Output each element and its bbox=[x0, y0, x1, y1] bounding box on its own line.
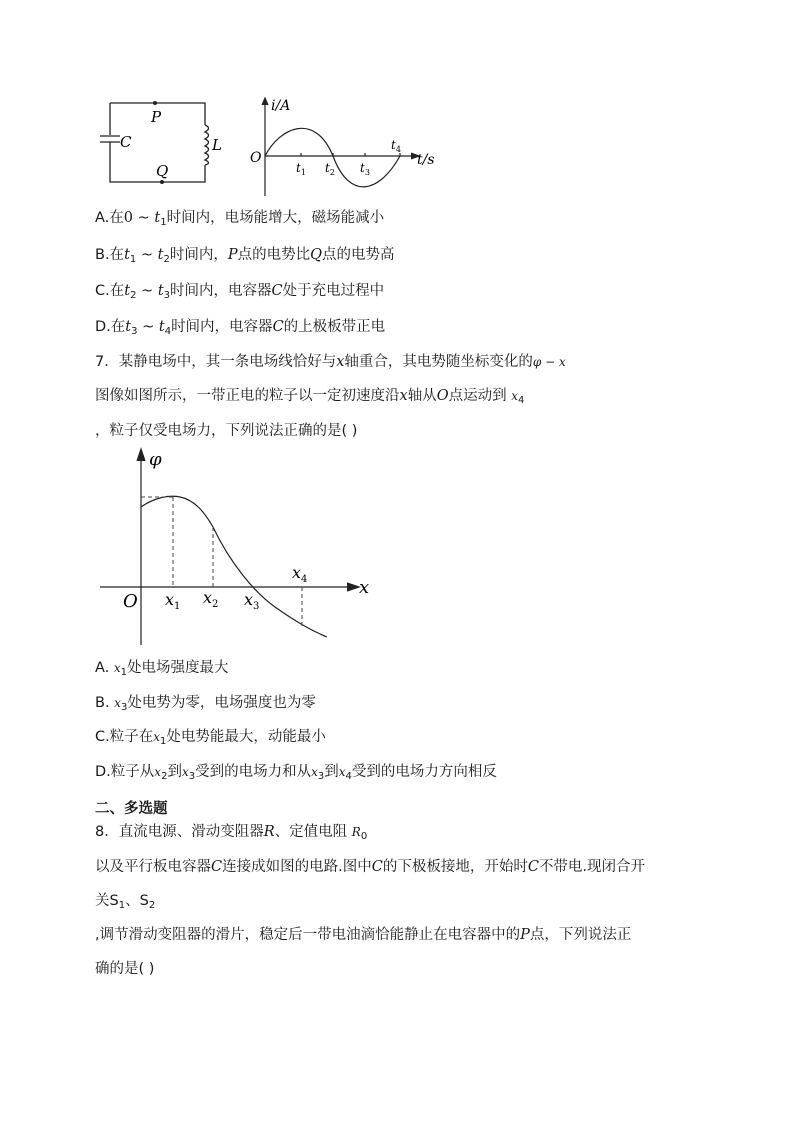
y-axis-label: i/A bbox=[271, 98, 291, 114]
tick-t3: t bbox=[360, 161, 365, 175]
svg-text:x2: $x_2$ bbox=[203, 588, 219, 610]
q6-option-b: B.在$t_1$ ~ $t_2$时间内，P点的电势比Q点的电势高 bbox=[95, 247, 395, 265]
potential-position-graph bbox=[95, 445, 385, 655]
point-p-label: P bbox=[151, 108, 162, 126]
svg-text:t4: $t_4$ bbox=[391, 138, 401, 154]
tick-t4: t bbox=[391, 138, 396, 152]
tick-t2: t bbox=[325, 161, 330, 175]
q7-option-d: D.粒子从$x_2$到$x_3$受到的电场力和从$x_3$到$x_4$受到的电场力方向相反 bbox=[95, 764, 497, 782]
q6-option-a: A.在0 ~ $t_1$时间内，电场能增大，磁场能减小 bbox=[95, 210, 385, 228]
origin-label: O bbox=[123, 591, 138, 612]
origin-label: O bbox=[250, 150, 262, 166]
x-axis-label: t/s bbox=[417, 152, 435, 168]
svg-text:x3: $x_3$ bbox=[244, 590, 260, 612]
lc-circuit-figure bbox=[90, 95, 220, 190]
q6-option-d: D.在$t_3$ ~ $t_4$时间内，电容器C的上极板带正电 bbox=[95, 319, 386, 337]
tick-x4: x bbox=[292, 563, 302, 582]
q8-stem-line3: 关$S_1$、$S_2$ bbox=[95, 893, 156, 911]
capacitor-label: C bbox=[120, 133, 132, 151]
q7-option-a: A. $x_1$处电场强度最大 bbox=[95, 660, 229, 678]
q6-option-c: C.在$t_2$ ~ $t_3$时间内，电容器C处于充电过程中 bbox=[95, 283, 385, 301]
section-heading-multi-choice: 二、多选题 bbox=[95, 801, 168, 817]
svg-text:x1: $x_1$ bbox=[165, 590, 181, 612]
q8-stem-line5: 确的是( ) bbox=[95, 961, 155, 977]
svg-text:x4: $x_4$ bbox=[292, 563, 308, 585]
q8-stem-line4: ,调节滑动变阻器的滑片，稳定后一带电油滴恰能静止在电容器中的P点，下列说法正 bbox=[95, 927, 632, 943]
x-axis-label: x bbox=[359, 577, 370, 598]
tick-t1: t bbox=[296, 161, 301, 175]
q8-stem-line2: 以及平行板电容器C连接成如图的电路.图中C的下极板接地，开始时C不带电.现闭合开 bbox=[95, 859, 646, 875]
q7-option-c: C.粒子在$x_1$处电势能最大，动能最小 bbox=[95, 729, 326, 747]
tick-x1: x bbox=[165, 590, 175, 609]
point-q-label: Q bbox=[156, 162, 169, 180]
current-time-graph bbox=[245, 92, 435, 202]
q7-stem-line2: 图像如图所示，一带正电的粒子以一定初速度沿x轴从O点运动到 $x_4$ bbox=[95, 388, 525, 406]
q8-stem-line1: 8．直流电源、滑动变阻器R、定值电阻 $R_0$ bbox=[95, 824, 368, 842]
q7-stem-line3: ，粒子仅受电场力，下列说法正确的是( ) bbox=[95, 423, 358, 439]
q7-stem-line1: 7．某静电场中，其一条电场线恰好与x轴重合，其电势随坐标变化的φ − x bbox=[95, 354, 566, 370]
svg-text:t2: $t_2$ bbox=[325, 161, 335, 177]
q7-option-b: B. $x_3$处电势为零，电场强度也为零 bbox=[95, 695, 316, 713]
tick-x3: x bbox=[244, 590, 254, 609]
phi-axis-label: φ bbox=[149, 449, 162, 470]
svg-text:t1: $t_1$ bbox=[296, 161, 306, 177]
svg-text:t3: $t_3$ bbox=[360, 161, 370, 177]
inductor-label: L bbox=[212, 136, 222, 154]
tick-x2: x bbox=[203, 588, 213, 607]
